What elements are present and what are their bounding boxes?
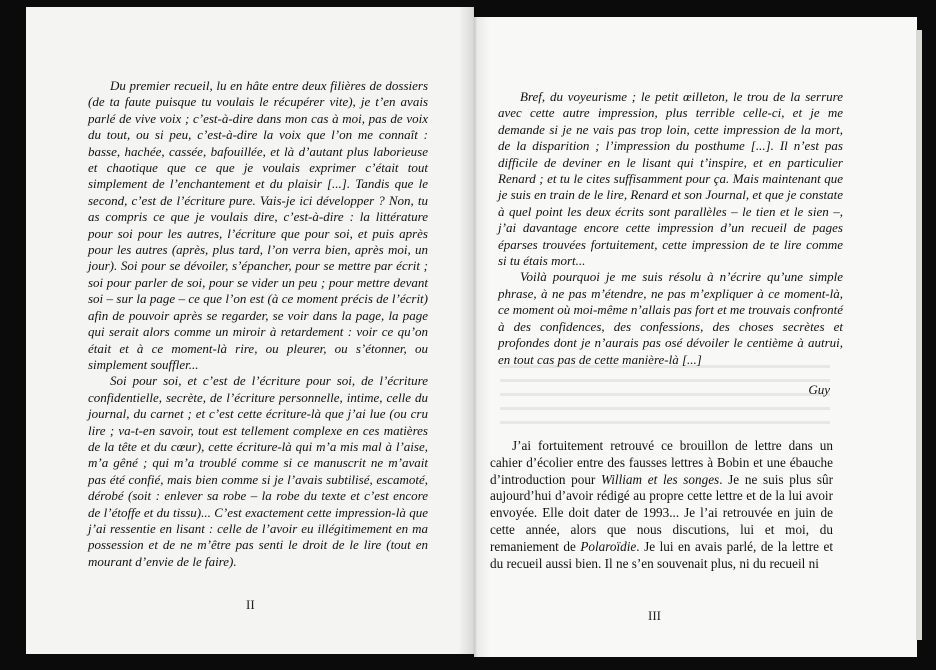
book-title: William et les songes: [601, 471, 720, 487]
right-page-letter-text: [498, 89, 843, 368]
letter-signature: Guy: [808, 382, 830, 397]
page-edge: [916, 30, 922, 640]
book-gutter: [458, 7, 490, 657]
book-title: Polaroïdie: [580, 538, 637, 554]
show-through-text: [500, 365, 830, 435]
right-page-body-text: [490, 438, 833, 572]
left-paragraph: Du premier recueil, lu en hâte entre deux filières de dossiers (de ta faute puisque tu voulais le récupérer vite), je t’en avais parlé de vive voix ; c’est-à-dire dans mon cas à moi, pas de voix du tout, ou si peu, c’est-à-dire la voix que l’on me connaît : basse, hachée, cassée, bafouillée, et là d’autant plus laborieuse et chaotique que ce que je voulais exprimer c’était tout simplement de l’enchantement et du plaisir [...]. Tandis que le second, c’est de l’écriture pure. Vais-je ici développer ? Non, tu as compris ce que je voulais dire, c’est-à-dire : la littérature pour soi pour les autres, l’écriture que pour soi, et puis après pour les autres (après, plus tard, l’on verra bien, après moi, un jour). Soi pour se dévoiler, s’épancher, pour se mettre par écrit ; soi pour parler de soi, pour se vider un peu ; pour mettre devant soi – sur la page – ce que l’on est (à ce moment précis de l’écrit) afin de pouvoir après se regarder, se voir dans la page, la page qui serait alors comme un miroir à retardement : voir ce qu’on était et à ce moment-là rire, ou pleurer, ou s’étonner, ou simplement souffler...: [88, 78, 428, 372]
body-text: . Je lui en avais parlé, de la lettre et du recueil aussi bien. Il ne s’en souvenait plus, ni du recueil ni: [490, 538, 833, 571]
body-text: J’ai fortuitement retrouvé ce brouillon de lettre dans un cahier d’écolier entre des fausses lettres à Bobin et une ébauche d’introduction pour: [490, 438, 833, 487]
right-paragraph: Bref, du voyeurisme ; le petit œilleton, le trou de la serrure avec cette autre impression, plus terrible celle-ci, et je me demande si je ne vais pas trop loin, cette impression de la mort, de la disparition ; l’impression du posthume [...]. Il n’est pas difficile de deviner en le lisant qui t’inspire, et en particulier Renard ; et tu le cites suffisamment pour ça. Mais maintenant que je suis en train de le lire, Renard et son Journal, et que je constate à quel point les deux écrits sont parallèles – le tien et le sien –, j’ai davantage encore cette impression d’un recueil de pages éparses trouvées fortuitement, cette impression de te lire comme si tu étais mort...: [498, 89, 843, 269]
right-paragraph: Voilà pourquoi je me suis résolu à n’écrire qu’une simple phrase, à ne pas m’étendre, ne pas m’expliquer à ce moment-là, ce moment où moi-même n’allais pas fort et me trouvais confronté à des confidences, des confessions, des choses secrètes et profondes dont je n’aurais pas osé dévoiler le centième à autrui, en tout cas pas de cette manière-là [...]: [498, 269, 843, 367]
body-text: . Je ne suis plus sûr aujourd’hui d’avoir rédigé au propre cette lettre et de la lui avoir envoyée. Elle doit dater de 1993... Je l’ai retrouvée en juin de cette année, alors que nous discutions, lui et moi, du remaniement de: [490, 471, 833, 554]
right-page-number: III: [648, 608, 661, 623]
left-page-text: [88, 78, 428, 570]
body-paragraph: [490, 438, 833, 572]
left-page-number: II: [246, 597, 255, 612]
left-paragraph: Soi pour soi, et c’est de l’écriture pour soi, de l’écriture confidentielle, secrète, de l’écriture personnelle, intime, celle du journal, du carnet ; et c’est cette écriture-là que j’ai lue (ou cru lire ; va-t-en savoir, tout est tellement complexe en ces matières de la tête et du cœur), cette écriture-là qui m’a mis mal à l’aise, m’a gêné ; qui m’a troublé comme si ce manuscrit ne m’avait pas été confié, mais bien comme si je l’avais subtilisé, escamoté, dérobé (soit : enlever sa robe – la robe du texte et c’est encore de l’étoffe et du tissu)... C’est exactement cette impression-là que j’ai ressentie en lisant : celle de l’avoir eu illégitimement en ma possession et de ne m’être pas senti le droit de le lire (tout en mourant d’envie de le faire).: [88, 373, 428, 569]
